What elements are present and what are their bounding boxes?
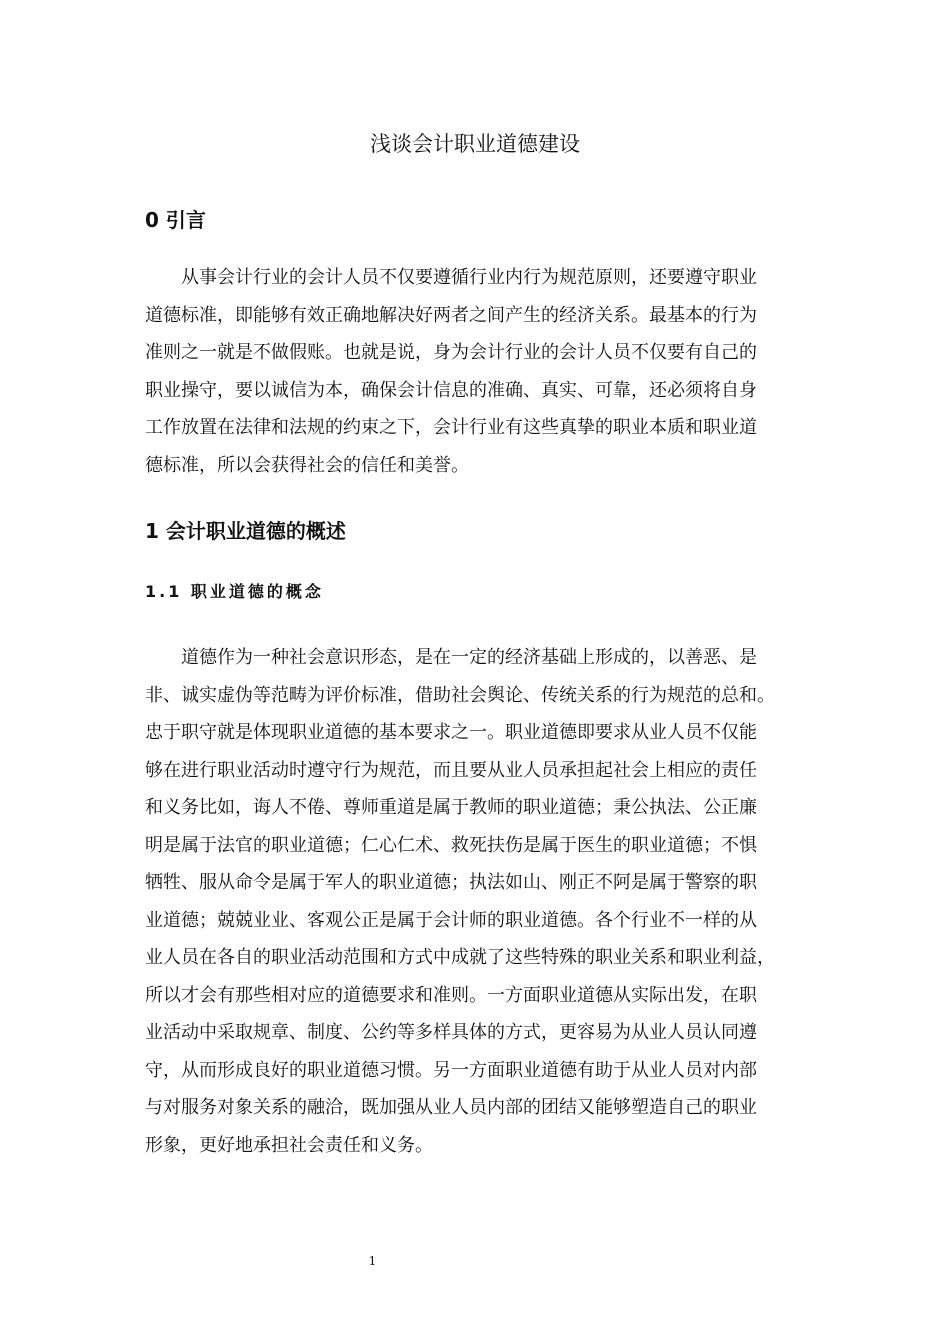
text-line: 业活动中采取规章、制度、公约等多样具体的方式，更容易为从业人员认同遵 — [145, 1022, 757, 1043]
heading-section-1-1: 1.1 职业道德的概念 — [145, 582, 324, 601]
text-line: 够在进行职业活动时遵守行为规范，而且要从业人员承担起社会上相应的责任 — [145, 759, 757, 781]
text-line: 所以才会有那些相对应的道德要求和准则。一方面职业道德从实际出发，在职 — [145, 984, 757, 1006]
document-title: 浅谈会计职业道德建设 — [370, 132, 580, 156]
text-line: 道德标准，即能够有效正确地解决好两者之间产生的经济关系。最基本的行为 — [145, 304, 757, 326]
text-line: 业人员在各自的职业活动范围和方式中成就了这些特殊的职业关系和职业利益， — [145, 947, 775, 968]
text-line: 牺牲、服从命令是属于军人的职业道德；执法如山、刚正不阿是属于警察的职 — [145, 872, 757, 893]
text-line: 准则之一就是不做假账。也就是说，身为会计行业的会计人员不仅要有自己的 — [145, 342, 757, 363]
paragraph-introduction — [145, 259, 815, 484]
text-line: 业道德；兢兢业业、客观公正是属于会计师的职业道德。各个行业不一样的从 — [145, 909, 757, 931]
text-line: 德标准，所以会获得社会的信任和美誉。 — [145, 454, 469, 476]
page-number: 1 — [368, 1254, 377, 1268]
text-line: 守，从而形成良好的职业道德习惯。另一方面职业道德有助于从业人员对内部 — [145, 1059, 757, 1081]
text-line: 非、诚实虚伪等范畴为评价标准，借助社会舆论、传统关系的行为规范的总和。 — [145, 684, 775, 706]
text-line: 明是属于法官的职业道德；仁心仁术、救死扶伤是属于医生的职业道德；不惧 — [145, 834, 757, 856]
heading-introduction: 0 引言 — [145, 208, 206, 232]
text-line: 从事会计行业的会计人员不仅要遵循行业内行为规范原则，还要遵守职业 — [181, 267, 757, 288]
text-line: 职业操守，要以诚信为本，确保会计信息的准确、真实、可靠，还必须将自身 — [145, 379, 757, 401]
text-line: 道德作为一种社会意识形态，是在一定的经济基础上形成的，以善恶、是 — [181, 647, 757, 668]
text-line: 忠于职守就是体现职业道德的基本要求之一。职业道德即要求从业人员不仅能 — [145, 722, 757, 743]
paragraph-section-1-1 — [145, 639, 815, 1164]
text-line: 形象，更好地承担社会责任和义务。 — [145, 1134, 433, 1156]
text-line: 和义务比如，诲人不倦、尊师重道是属于教师的职业道德；秉公执法、公正廉 — [145, 797, 757, 818]
text-line: 与对服务对象关系的融洽，既加强从业人员内部的团结又能够塑造自己的职业 — [145, 1097, 757, 1118]
heading-section-1: 1 会计职业道德的概述 — [145, 519, 346, 543]
text-line: 工作放置在法律和法规的约束之下，会计行业有这些真挚的职业本质和职业道 — [145, 417, 757, 438]
